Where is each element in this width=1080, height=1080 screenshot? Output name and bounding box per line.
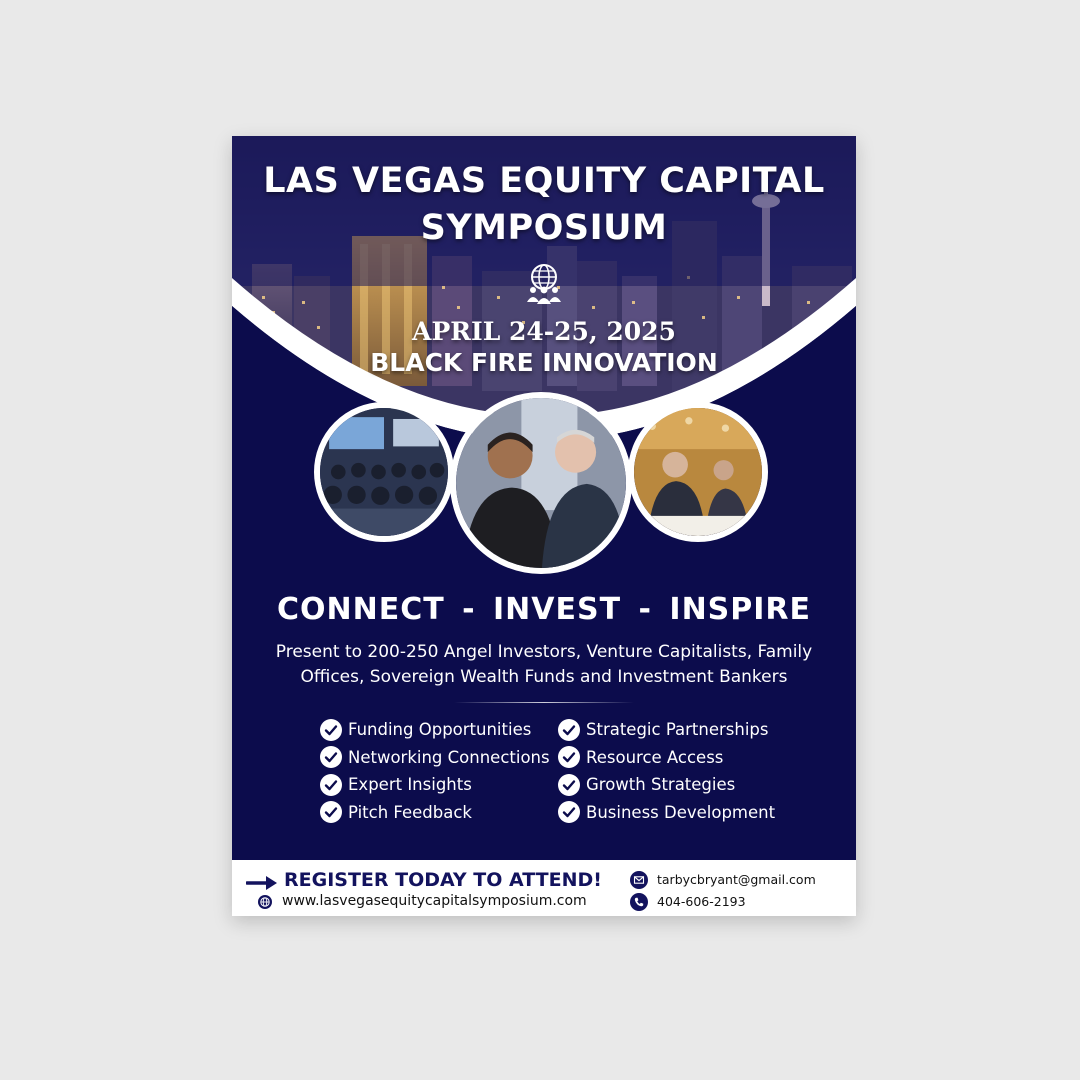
event-description: Present to 200-250 Angel Investors, Venture Capitalists, Family Offices, Sovereign Wealth Funds and Investment Bankers <box>275 642 813 687</box>
benefit-item <box>558 744 775 772</box>
photo-conference-attendees <box>628 402 768 542</box>
benefit-label: Resource Access <box>586 747 724 767</box>
check-icon <box>320 719 342 741</box>
email-link[interactable]: tarbycbryant@gmail.com <box>657 872 816 887</box>
globe-icon <box>258 895 272 909</box>
benefit-item <box>320 716 550 744</box>
benefit-item <box>558 771 775 799</box>
event-flyer <box>232 136 856 916</box>
benefit-item <box>320 744 550 772</box>
benefit-item <box>320 771 550 799</box>
check-icon <box>558 719 580 741</box>
globe-people-icon <box>523 262 565 304</box>
divider <box>454 702 634 703</box>
benefits-list-right <box>558 716 775 826</box>
arrow-right-icon <box>246 874 278 892</box>
benefit-label: Expert Insights <box>348 775 472 795</box>
photo-two-men-talking <box>450 392 632 574</box>
attendees-photo <box>634 408 762 536</box>
benefit-label: Business Development <box>586 802 776 822</box>
benefits-list-left <box>320 716 550 826</box>
check-icon <box>320 774 342 796</box>
benefit-label: Networking Connections <box>348 747 550 767</box>
register-call-to-action[interactable]: REGISTER TODAY TO ATTEND! <box>284 869 602 891</box>
benefit-label: Pitch Feedback <box>348 802 472 822</box>
benefit-label: Strategic Partnerships <box>586 720 769 740</box>
event-venue: BLACK FIRE INNOVATION <box>370 348 718 377</box>
event-date: APRIL 24-25, 2025 <box>412 317 676 346</box>
title-line-1: LAS VEGAS EQUITY CAPITAL <box>263 161 825 201</box>
contact-footer <box>232 860 856 916</box>
benefit-label: Growth Strategies <box>586 775 736 795</box>
networking-photo <box>456 398 626 568</box>
website-link[interactable]: www.lasvegasequitycapitalsymposium.com <box>282 893 587 909</box>
benefit-label: Funding Opportunities <box>348 720 532 740</box>
tagline: CONNECT - INVEST - INSPIRE <box>276 592 812 627</box>
check-icon <box>558 774 580 796</box>
check-icon <box>320 801 342 823</box>
benefit-item <box>320 799 550 827</box>
benefit-item <box>558 716 775 744</box>
title-line-2: SYMPOSIUM <box>420 208 668 248</box>
check-icon <box>558 801 580 823</box>
phone-icon <box>630 893 648 911</box>
phone-number[interactable]: 404-606-2193 <box>657 894 746 909</box>
audience-photo <box>320 408 448 536</box>
photo-conference-audience <box>314 402 454 542</box>
check-icon <box>558 746 580 768</box>
event-title <box>232 158 856 252</box>
benefit-item <box>558 799 775 827</box>
check-icon <box>320 746 342 768</box>
mail-icon <box>630 871 648 889</box>
